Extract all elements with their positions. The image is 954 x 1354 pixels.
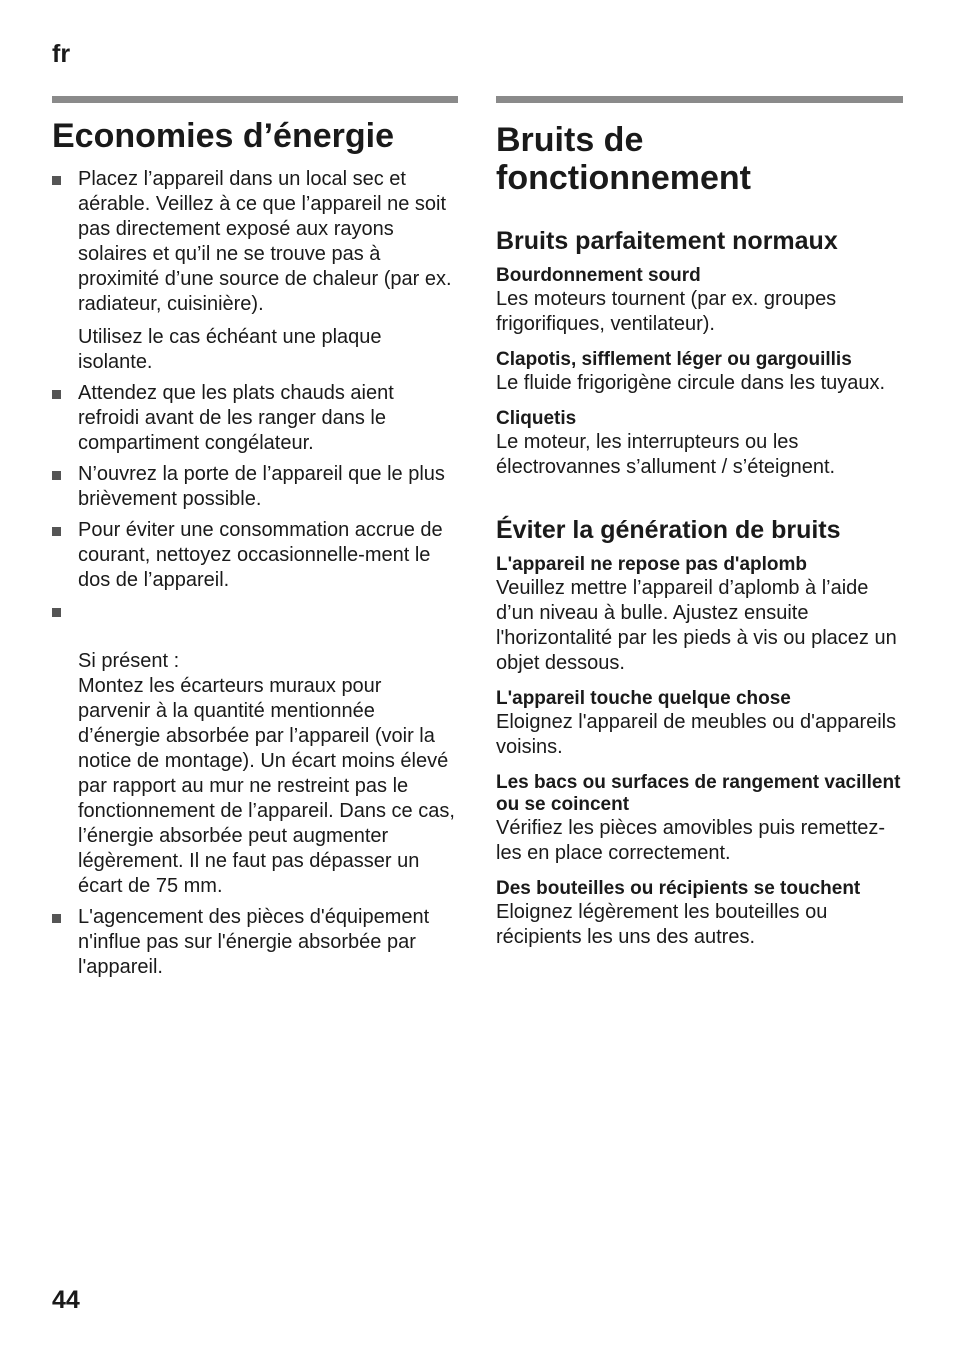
entry-text: Le fluide frigorigène circule dans les tuyaux.	[496, 372, 886, 394]
energy-saving-title: Economies d’énergie	[52, 117, 394, 155]
list-item-note: Utilisez le cas échéant une plaque isolante.	[78, 326, 382, 373]
entry-title: Bourdonnement sourd	[496, 265, 701, 286]
list-item-text: L'agencement des pièces d'équipement n'influe pas sur l'énergie absorbée par l'appareil.	[78, 906, 430, 978]
page-number: 44	[52, 1286, 80, 1314]
list-item	[496, 688, 903, 760]
bullet-square-icon	[52, 914, 61, 923]
entry-title: Cliquetis	[496, 408, 577, 429]
entry-title: L'appareil ne repose pas d'aplomb	[496, 554, 808, 575]
bullet-square-icon	[52, 527, 61, 536]
normal-noises-heading: Bruits parfaitement normaux	[496, 227, 838, 255]
entry-text: Les moteurs tournent (par ex. groupes frigorifiques, ventilateur).	[496, 288, 837, 335]
list-item-text: Si présent : Montez les écarteurs muraux pour parvenir à la quantité mentionnée d’énergie absorbée par l’appareil (voir la notice de montage). Un écart moins élevé par rapport au mur ne restreint pas le fonctionnement de l’appareil. Dans ce cas, l’énergie absorbée peut augmenter légèrement. Il ne faut pas dépasser un écart de 75 mm.	[78, 650, 455, 897]
entry-title: Clapotis, sifflement léger ou gargouillis	[496, 349, 852, 370]
list-item	[52, 462, 458, 512]
bullet-square-icon	[52, 176, 61, 185]
noise-column	[496, 96, 903, 950]
section-divider	[496, 96, 903, 103]
entry-text: Le moteur, les interrupteurs ou les électrovannes s’allument / s’éteignent.	[496, 431, 836, 478]
noise-title: Bruits de fonctionnement	[496, 121, 751, 197]
entry-title: Les bacs ou surfaces de rangement vacillent ou se coincent	[496, 772, 901, 815]
list-item	[52, 167, 458, 375]
energy-saving-column	[52, 96, 458, 986]
language-tag: fr	[52, 40, 71, 68]
list-item	[52, 599, 458, 899]
list-item	[496, 772, 903, 866]
normal-noises-list	[496, 265, 903, 480]
entry-text: Vérifiez les pièces amovibles puis remettez-les en place correctement.	[496, 817, 886, 864]
list-item-text: Attendez que les plats chauds aient refroidi avant de les ranger dans le compartiment congélateur.	[78, 382, 394, 454]
entry-title: Des bouteilles ou récipients se touchent	[496, 878, 861, 899]
avoid-noises-heading: Éviter la génération de bruits	[496, 516, 841, 544]
bullet-square-icon	[52, 471, 61, 480]
section-divider	[52, 96, 458, 103]
list-item	[52, 905, 458, 980]
bullet-square-icon	[52, 608, 61, 617]
bullet-square-icon	[52, 390, 61, 399]
list-item	[496, 265, 903, 337]
entry-title: L'appareil touche quelque chose	[496, 688, 791, 709]
list-item-text: Pour éviter une consommation accrue de courant, nettoyez occasionnelle-ment le dos de l’appareil.	[78, 519, 443, 591]
list-item-text: Placez l’appareil dans un local sec et aérable. Veillez à ce que l’appareil ne soit pas directement exposé aux rayons solaires et qu’il ne se trouve pas à proximité d’une source de chaleur (par ex. radiateur, cuisinière).	[78, 168, 452, 315]
entry-text: Veuillez mettre l’appareil d’aplomb à l’aide d’un niveau à bulle. Ajustez ensuite l'horizontalité par les pieds à vis ou placez un objet dessous.	[496, 577, 897, 674]
list-item	[496, 554, 903, 676]
list-item-text: N’ouvrez la porte de l’appareil que le plus brièvement possible.	[78, 463, 445, 510]
list-item	[52, 518, 458, 593]
list-item	[52, 381, 458, 456]
entry-text: Eloignez l'appareil de meubles ou d'appareils voisins.	[496, 711, 897, 758]
list-item	[496, 878, 903, 950]
entry-text: Eloignez légèrement les bouteilles ou récipients les uns des autres.	[496, 901, 828, 948]
list-item	[496, 349, 903, 396]
avoid-noises-list	[496, 554, 903, 950]
energy-tips-list	[52, 167, 458, 980]
list-item	[496, 408, 903, 480]
